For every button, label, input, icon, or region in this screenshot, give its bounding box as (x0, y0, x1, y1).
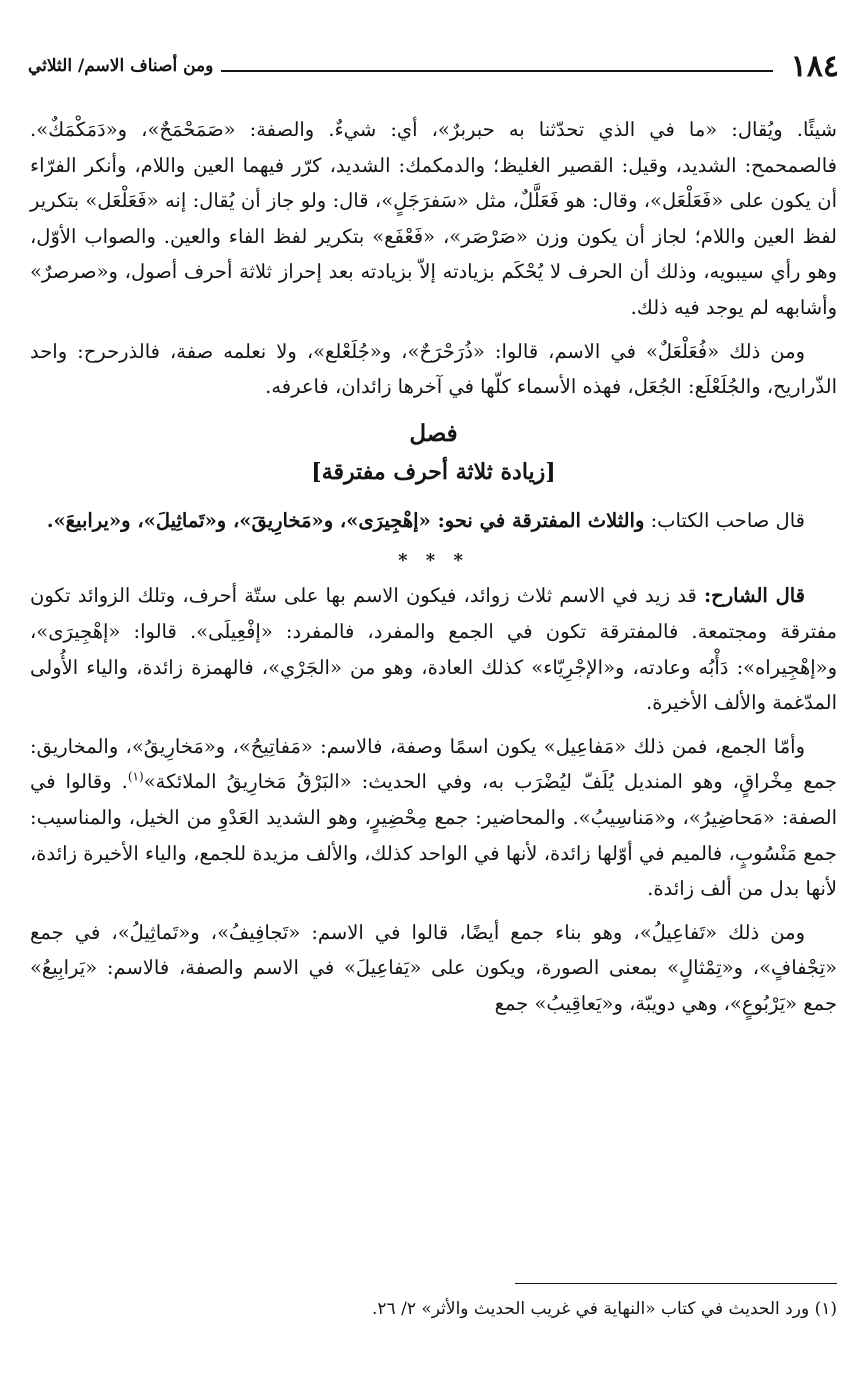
commentary-text-2a: وأمّا الجمع، فمن ذلك «مَفاعِيل» يكون اسمًا وصفة، فالاسم: «مَفاتِيحُ»، و«مَخارِيقُ»، والمخاريق: جمع مِخْراقٍ، وهو المنديل يُلَفّ ليُضْرَب به، وفي الحديث: «البَرْقُ مَخارِيقُ الملائكة» (30, 734, 837, 794)
footnote-rule (515, 1283, 837, 1284)
section-subtitle: [زيادة ثلاثة أحرف مفترقة] (311, 458, 556, 485)
page-header (28, 46, 839, 86)
footnote-reference: (١) (127, 769, 144, 784)
commentary-lead: قال الشارح: (703, 584, 806, 608)
footnote: (١) ورد الحديث في كتاب «النهاية في غريب الحديث والأثر» ٢/ ٢٦. (372, 1299, 837, 1319)
commentary-paragraph-2 (30, 729, 837, 907)
commentary-text-2b: . وقالوا في الصفة: «مَحاضِيرُ»، و«مَناسِيبُ». والمحاضير: جمع مِحْضِيرٍ، وهو الشديد العَدْوِ من الخيل، والمناسيب: جمع مَنْسُوبٍ، فالميم في أوّلها زائدة، لأنها في الواحد كذلك، والألف مزيدة للجمع، والياء الأخيرة زائدة، لأنها بدل من ألف زائدة. (30, 770, 837, 901)
header-rule (221, 70, 772, 72)
paragraph-2: ومن ذلك «فُعَلْعَلٌ» في الاسم، قالوا: «ذُرَحْرَحٌ»، و«جُلَعْلع»، ولا نعلمه صفة، فالذرحرح: واحد الذّراريح، والجُلَعْلَع: الجُعَل، فهذه الأسماء كلّها في آخرها زائدان، فاعرفه. (30, 339, 837, 399)
paragraph-1: شيئًا. ويُقال: «ما في الذي تحدّثنا به حبربرٌ»، أي: شيءٌ. والصفة: «صَمَحْمَحٌ»، و«دَمَكْمَكٌ». فالصمحمح: الشديد، وقيل: القصير الغليظ؛ والدمكمك: الشديد، كرّر فيهما العين واللام، وأنكر الفرّاء أن يكون على «فَعَلْعَل»، وقال: هو فَعَلَّلٌ، مثل «سَفرَجَلٍ»، قال: ولو جاز أن يُقال: إنه «فَعَلْعَل» بتكرير لفظ العين واللام؛ لجاز أن يكون وزن «صَرْصَر»، «فَعْفَع» بتكرير لفظ الفاء والعين. والصواب الأوّل، وهو رأي سيبويه، وذلك أن الحرف لا يُحْكَم بزيادته إلاّ بزيادته بعد إحراز ثلاثة أحرف أصول، و«صرصرٌ» وأشابهه لم يوجد فيه ذلك. (30, 118, 837, 319)
matn-paragraph (30, 503, 837, 539)
commentary-paragraph-1 (30, 578, 837, 720)
commentary-text-1: قد زيد في الاسم ثلاث زوائد، فيكون الاسم بها على ستّة أحرف، وتلك الزوائد تكون مفترقة ومجتمعة. فالمفترقة تكون في الجمع والمفرد، فالمفرد: «إفْعِيلَى». قالوا: «إهْجِيرَى»، و«إهْجِيراه»: دَأْبُه وعادته، و«الإجْرِيّاء» كذلك العادة، وهو من «الجَرْي»، فالهمزة زائدة، والياء الأُولى المدّغمة والألف الأخيرة. (30, 584, 837, 715)
matn-lead: قال صاحب الكتاب: (650, 508, 805, 532)
matn-text: والثلاث المفترقة في نحو: «إهْجِيرَى»، و«مَخارِيقَ»، و«تَماثِيلَ»، و«يرابيعَ». (46, 508, 645, 532)
running-title: ومن أصناف الاسم/ الثلاثي (28, 56, 214, 76)
section-title: فصل (409, 419, 458, 447)
commentary-paragraph-3: ومن ذلك «تَفاعِيلُ»، وهو بناء جمع أيضًا، قالوا في الاسم: «تَجافِيفُ»، و«تَماثِيلُ»، في جمع «تِجْفافٍ»، و«تِمْثالٍ» بمعنى الصورة، ويكون على «يَفاعِيلَ» في الاسم والصفة، فالاسم: «يَرابِيعُ» جمع «يَرْبُوعٍ»، وهي دويبّة، و«يَعاقِيبُ» جمع (30, 920, 837, 1015)
main-text (30, 112, 837, 1029)
page-number: ١٨٤ (790, 48, 839, 84)
separator-stars: * * * (398, 550, 469, 572)
